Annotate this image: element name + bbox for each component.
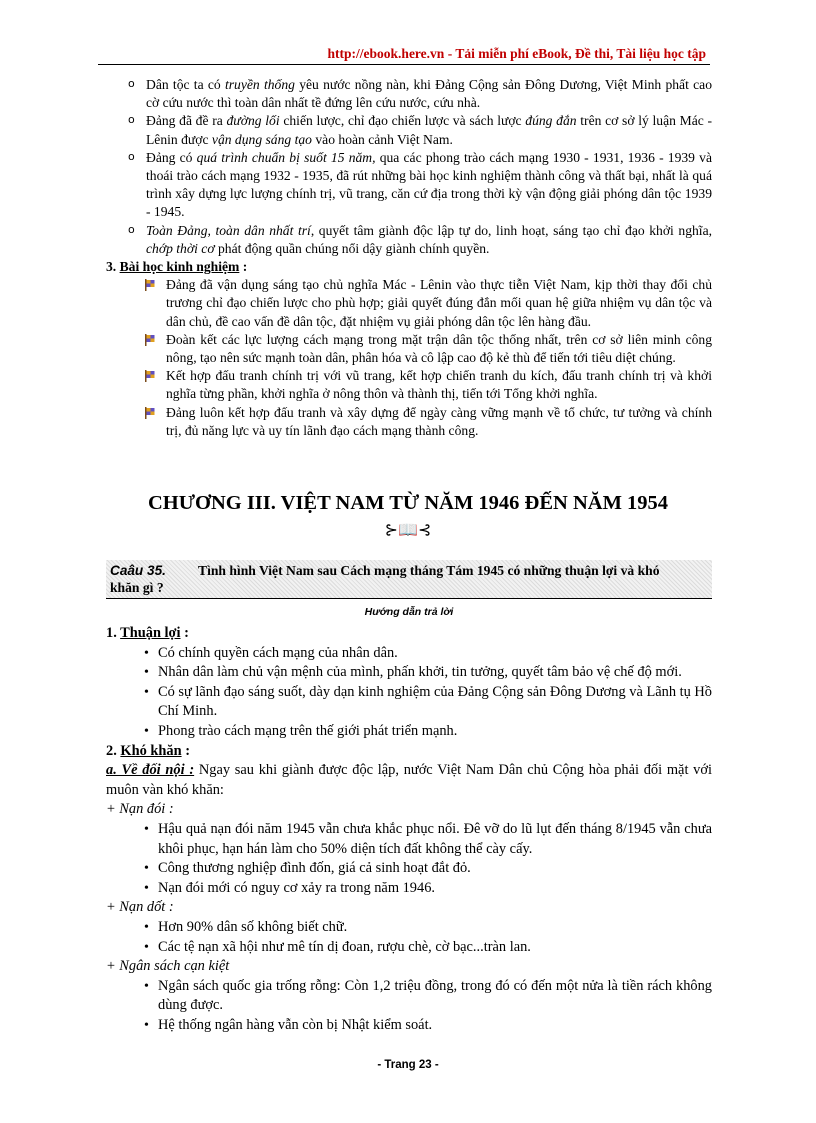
list-item: o Đảng có quá trình chuẩn bị suốt 15 năm, qua các phong trào cách mạng 1930 - 1931, 1936 - 1939 và thoái trào cách mạng 1932 - 1935, đã rút những bài học kinh nghiệm thành công và thất bại, nhất là quá trình xây dựng lực lượng chính trị, vũ trang, căn cứ địa trong thời kỳ vận động giải phóng dân tộc 1939 - 1945. — [106, 149, 712, 222]
list-item: • Có sự lãnh đạo sáng suốt, dày dạn kinh nghiệm của Đảng Cộng sản Đông Dương và Lãnh tụ Hồ Chí Minh. — [106, 683, 712, 722]
flag-bullet-icon — [144, 407, 156, 419]
advantages-list — [106, 644, 712, 742]
flag-bullet-icon — [144, 279, 156, 291]
budget-label: + Ngân sách cạn kiệt — [106, 958, 230, 975]
list-item: Kết hợp đấu tranh chính trị với vũ trang, kết hợp chiến tranh du kích, đấu tranh chính trị và khởi nghĩa từng phần, khởi nghĩa ở nông thôn và thành thị, tiến tới Tổng khởi nghĩa. — [106, 367, 712, 403]
header-separator: - — [444, 46, 456, 61]
header-url-link[interactable]: http://ebook.here.vn — [327, 46, 445, 61]
list-item: • Có chính quyền cách mạng của nhân dân. — [106, 644, 712, 664]
list-item: • Ngân sách quốc gia trống rỗng: Còn 1,2 triệu đồng, trong đó có đến một nửa là tiền rách không dùng được. — [106, 977, 712, 1016]
list-item: Đảng luôn kết hợp đấu tranh và xây dựng để ngày càng vững mạnh về tổ chức, tư tưởng và chính trị, đủ năng lực và uy tín lãnh đạo cách mạng thành công. — [106, 404, 712, 440]
advantages-heading: 1. Thuận lợi : — [106, 625, 189, 641]
budget-list — [106, 977, 712, 1036]
page-header — [328, 46, 706, 62]
list-item: • Các tệ nạn xã hội như mê tín dị đoan, rượu chè, cờ bạc...tràn lan. — [106, 938, 712, 958]
famine-list — [106, 820, 712, 898]
list-item: Đoàn kết các lực lượng cách mạng trong mặt trận dân tộc thống nhất, trên cơ sở liên minh công nông, tạo nên sức mạnh toàn dân, phân hóa và cô lập cao độ kẻ thù để tiến tới tiêu diệt chúng. — [106, 331, 712, 367]
header-rule — [98, 64, 710, 65]
domestic-paragraph: a. Về đối nội : Ngay sau khi giành được độc lập, nước Việt Nam Dân chủ Cộng hòa phải đối mặt với muôn vàn khó khăn: — [106, 762, 712, 798]
list-item: • Hệ thống ngân hàng vẫn còn bị Nhật kiểm soát. — [106, 1016, 712, 1036]
list-item: • Nạn đói mới có nguy cơ xảy ra trong năm 1946. — [106, 879, 712, 899]
difficulties-heading: 2. Khó khăn : — [106, 742, 190, 759]
flag-bullet-icon — [144, 334, 156, 346]
list-item: Đảng đã vận dụng sáng tạo chủ nghĩa Mác - Lênin vào thực tiễn Việt Nam, kịp thời thay đổi chủ trương chỉ đạo chiến lược cho phù hợp; giải quyết đúng đắn mối quan hệ giữa nhiệm vụ dân tộc và dân chủ, đề cao vấn đề dân tộc, đặt nhiệm vụ giải phóng dân tộc lên hàng đầu. — [106, 276, 712, 331]
domestic-label: a. Về đối nội : — [106, 762, 195, 779]
famine-label: + Nạn đói : — [106, 801, 174, 818]
question-label: Caâu 35. — [110, 563, 166, 578]
list-item: • Nhân dân làm chủ vận mệnh của mình, phấn khởi, tin tưởng, quyết tâm bảo vệ chế độ mới. — [106, 663, 712, 683]
lessons-list — [106, 276, 712, 440]
illiteracy-list — [106, 918, 712, 957]
list-item: • Công thương nghiệp đình đốn, giá cả sinh hoạt đắt đỏ. — [106, 859, 712, 879]
list-item: • Phong trào cách mạng trên thế giới phát triển mạnh. — [106, 722, 712, 742]
list-item: • Hậu quả nạn đói năm 1945 vẫn chưa khắc phục nổi. Đê vỡ do lũ lụt đến tháng 8/1945 vẫn chưa khôi phục, hạn hán làm cho 50% diện tích đất không thể cày cấy. — [106, 820, 712, 859]
header-tagline: Tải miễn phí eBook, Đề thi, Tài liệu học tập — [455, 46, 706, 61]
list-item: o Dân tộc ta có truyền thống yêu nước nồng nàn, khi Đảng Cộng sản Đông Dương, Việt Minh phất cao cờ cứu nước thì toàn dân nhất tề đứng lên cứu nước, cứu nhà. — [106, 76, 712, 112]
illiteracy-label: + Nạn dốt : — [106, 899, 174, 916]
list-item: o Toàn Đảng, toàn dân nhất trí, quyết tâm giành độc lập tự do, linh hoạt, sáng tạo chỉ đạo khởi nghĩa, chớp thời cơ phát động quần chúng nổi dậy giành chính quyền. — [106, 222, 712, 258]
answer-guide-label: Hướng dẫn trả lời — [364, 606, 454, 618]
success-reasons-list — [106, 76, 712, 258]
question-box — [106, 560, 712, 599]
page-number: - Trang 23 - — [377, 1059, 439, 1071]
chapter-title: CHƯƠNG III. VIỆT NAM TỪ NĂM 1946 ĐẾN NĂM 1954 — [147, 492, 669, 514]
top-content — [106, 76, 712, 440]
question-text: Tình hình Việt Nam sau Cách mạng tháng Tám 1945 có những thuận lợi và khó — [198, 563, 660, 578]
flag-bullet-icon — [144, 370, 156, 382]
question-text-cont: khăn gì ? — [110, 580, 164, 595]
lessons-heading: 3. Bài học kinh nghiệm : — [106, 259, 248, 275]
list-item: o Đảng đã đề ra đường lối chiến lược, chỉ đạo chiến lược và sách lược đúng đắn trên cơ sở lý luận Mác - Lênin được vận dụng sáng tạo vào hoàn cảnh Việt Nam. — [106, 112, 712, 148]
answer-content — [106, 624, 712, 1035]
book-ornament-icon: ⊱📖⊰ — [384, 522, 432, 539]
list-item: • Hơn 90% dân số không biết chữ. — [106, 918, 712, 938]
